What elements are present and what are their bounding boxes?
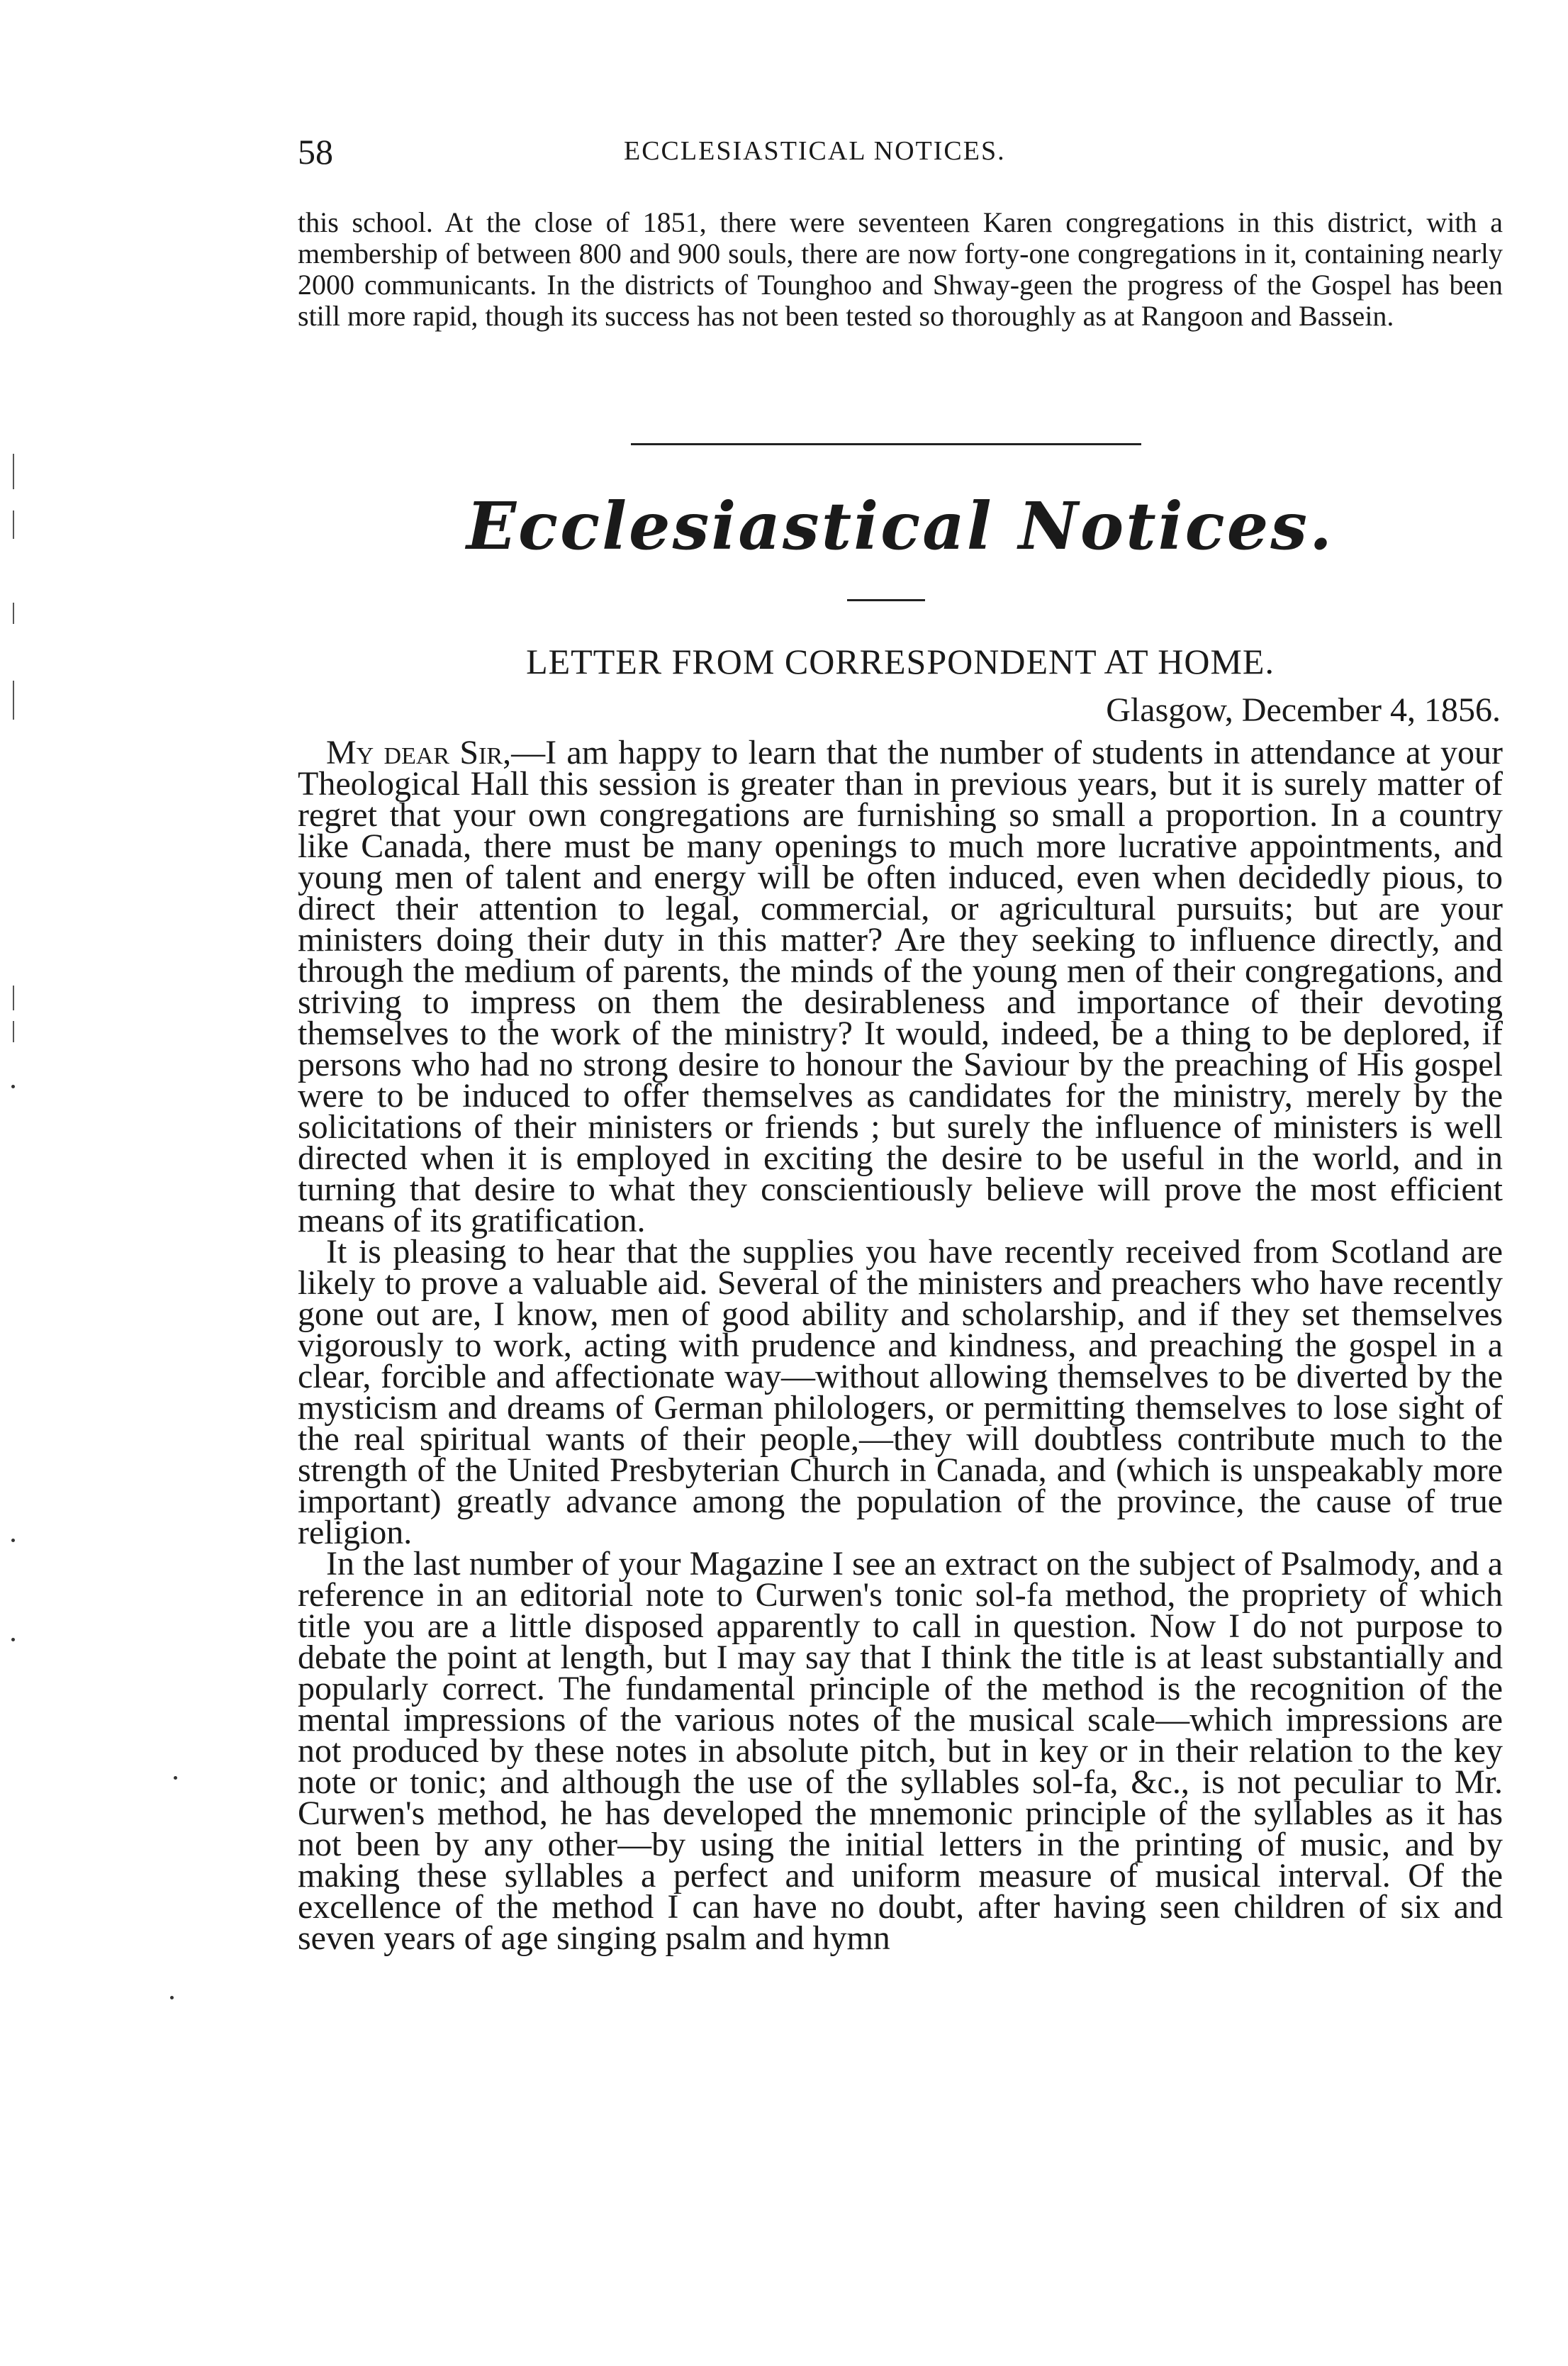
salutation: My dear Sir,	[326, 734, 512, 771]
page-number: 58	[298, 132, 333, 172]
section-heading: Ecclesiastical Notices.	[466, 488, 1335, 564]
letter-paragraph-2: It is pleasing to hear that the supplies you have recently received from Scotland are likely to prove a valuable aid. Several of the ministers and preachers who have recently gone out are, I know, men of good ability and scholarship, and if they set themselves vigorously to work, acting with prudence and kindness, and preaching the gospel in a clear, forcible and affectionate way—without allowing themselves to be diverted by the mysticism and dreams of German philologers, or permitting themselves to lose sight of the real spiritual wants of their people,—they will doubtless contribute much to the strength of the United Presbyterian Church in Canada, and (which is unspeakably more important) greatly advance among the population of the province, the cause of true religion.	[298, 1233, 1503, 1551]
letter-body	[298, 734, 1503, 1957]
paragraph-1-text: —I am happy to learn that the number of students in attendance at your Theological Hall this session is greater than in previous years, but it is surely matter of regret that your own congregations are furnishing so small a proportion. In a country like Canada, there must be many openings to much more lucrative appointments, and young men of talent and energy will be often induced, even when decidedly pious, to direct their attention to legal, commercial, or agricultural pursuits; but are your ministers doing their duty in this matter? Are they seeking to influence directly, and through the medium of parents, the minds of the young men of their congregations, and striving to impress on them the desirableness and importance of their devoting themselves to the work of the ministry? It would, indeed, be a thing to be deplored, if persons who had no strong desire to honour the Saviour by the preaching of His gospel were to be induced to offer themselves as candidates for the ministry, merely by the solicitations of their ministers or friends ; but surely the influence of ministers is well directed when it is employed in exciting the desire to be useful in the world, and in turning that desire to what they conscientiously believe will prove the most efficient means of its gratification.	[298, 734, 1503, 1239]
running-title: ECCLESIASTICAL NOTICES.	[624, 136, 1006, 166]
intro-paragraph: this school. At the close of 1851, there were seventeen Karen congregations in this district, with a membership of between 800 and 900 souls, there are now forty-one congregations in it, containing nearly 2000 communicants. In the districts of Tounghoo and Shway-geen the progress of the Gospel has been still more rapid, though its success has not been tested so thoroughly as at Rangoon and Bassein.	[298, 206, 1503, 332]
letter-paragraph-3: In the last number of your Magazine I see an extract on the subject of Psalmody, and a reference in an editorial note to Curwen's tonic sol-fa method, the propriety of which title you are a little disposed apparently to call in question. Now I do not purpose to debate the point at length, but I may say that I think the title is at least substantially and popularly correct. The fundamental principle of the method is the recognition of the mental impressions of the various notes of the musical scale—which impressions are not produced by these notes in absolute pitch, but in key or in their relation to the key note or tonic; and although the use of the syllables sol-fa, &c., is not peculiar to Mr. Curwen's method, he has developed the mnemonic principle of the syllables as it has not been by any other—by using the initial letters in the printing of music, and by making these syllables a perfect and uniform measure of musical interval. Of the excellence of the method I can have no doubt, after having seen children of six and seven years of age singing psalm and hymn	[298, 1545, 1503, 1957]
letter-dateline: Glasgow, December 4, 1856.	[1106, 691, 1501, 729]
section-divider	[631, 443, 1141, 445]
letter-paragraph-1	[298, 734, 1503, 1239]
letter-title: LETTER FROM CORRESPONDENT AT HOME.	[526, 642, 1275, 681]
scan-margin-marks	[0, 0, 43, 2366]
heading-rule	[847, 599, 925, 601]
